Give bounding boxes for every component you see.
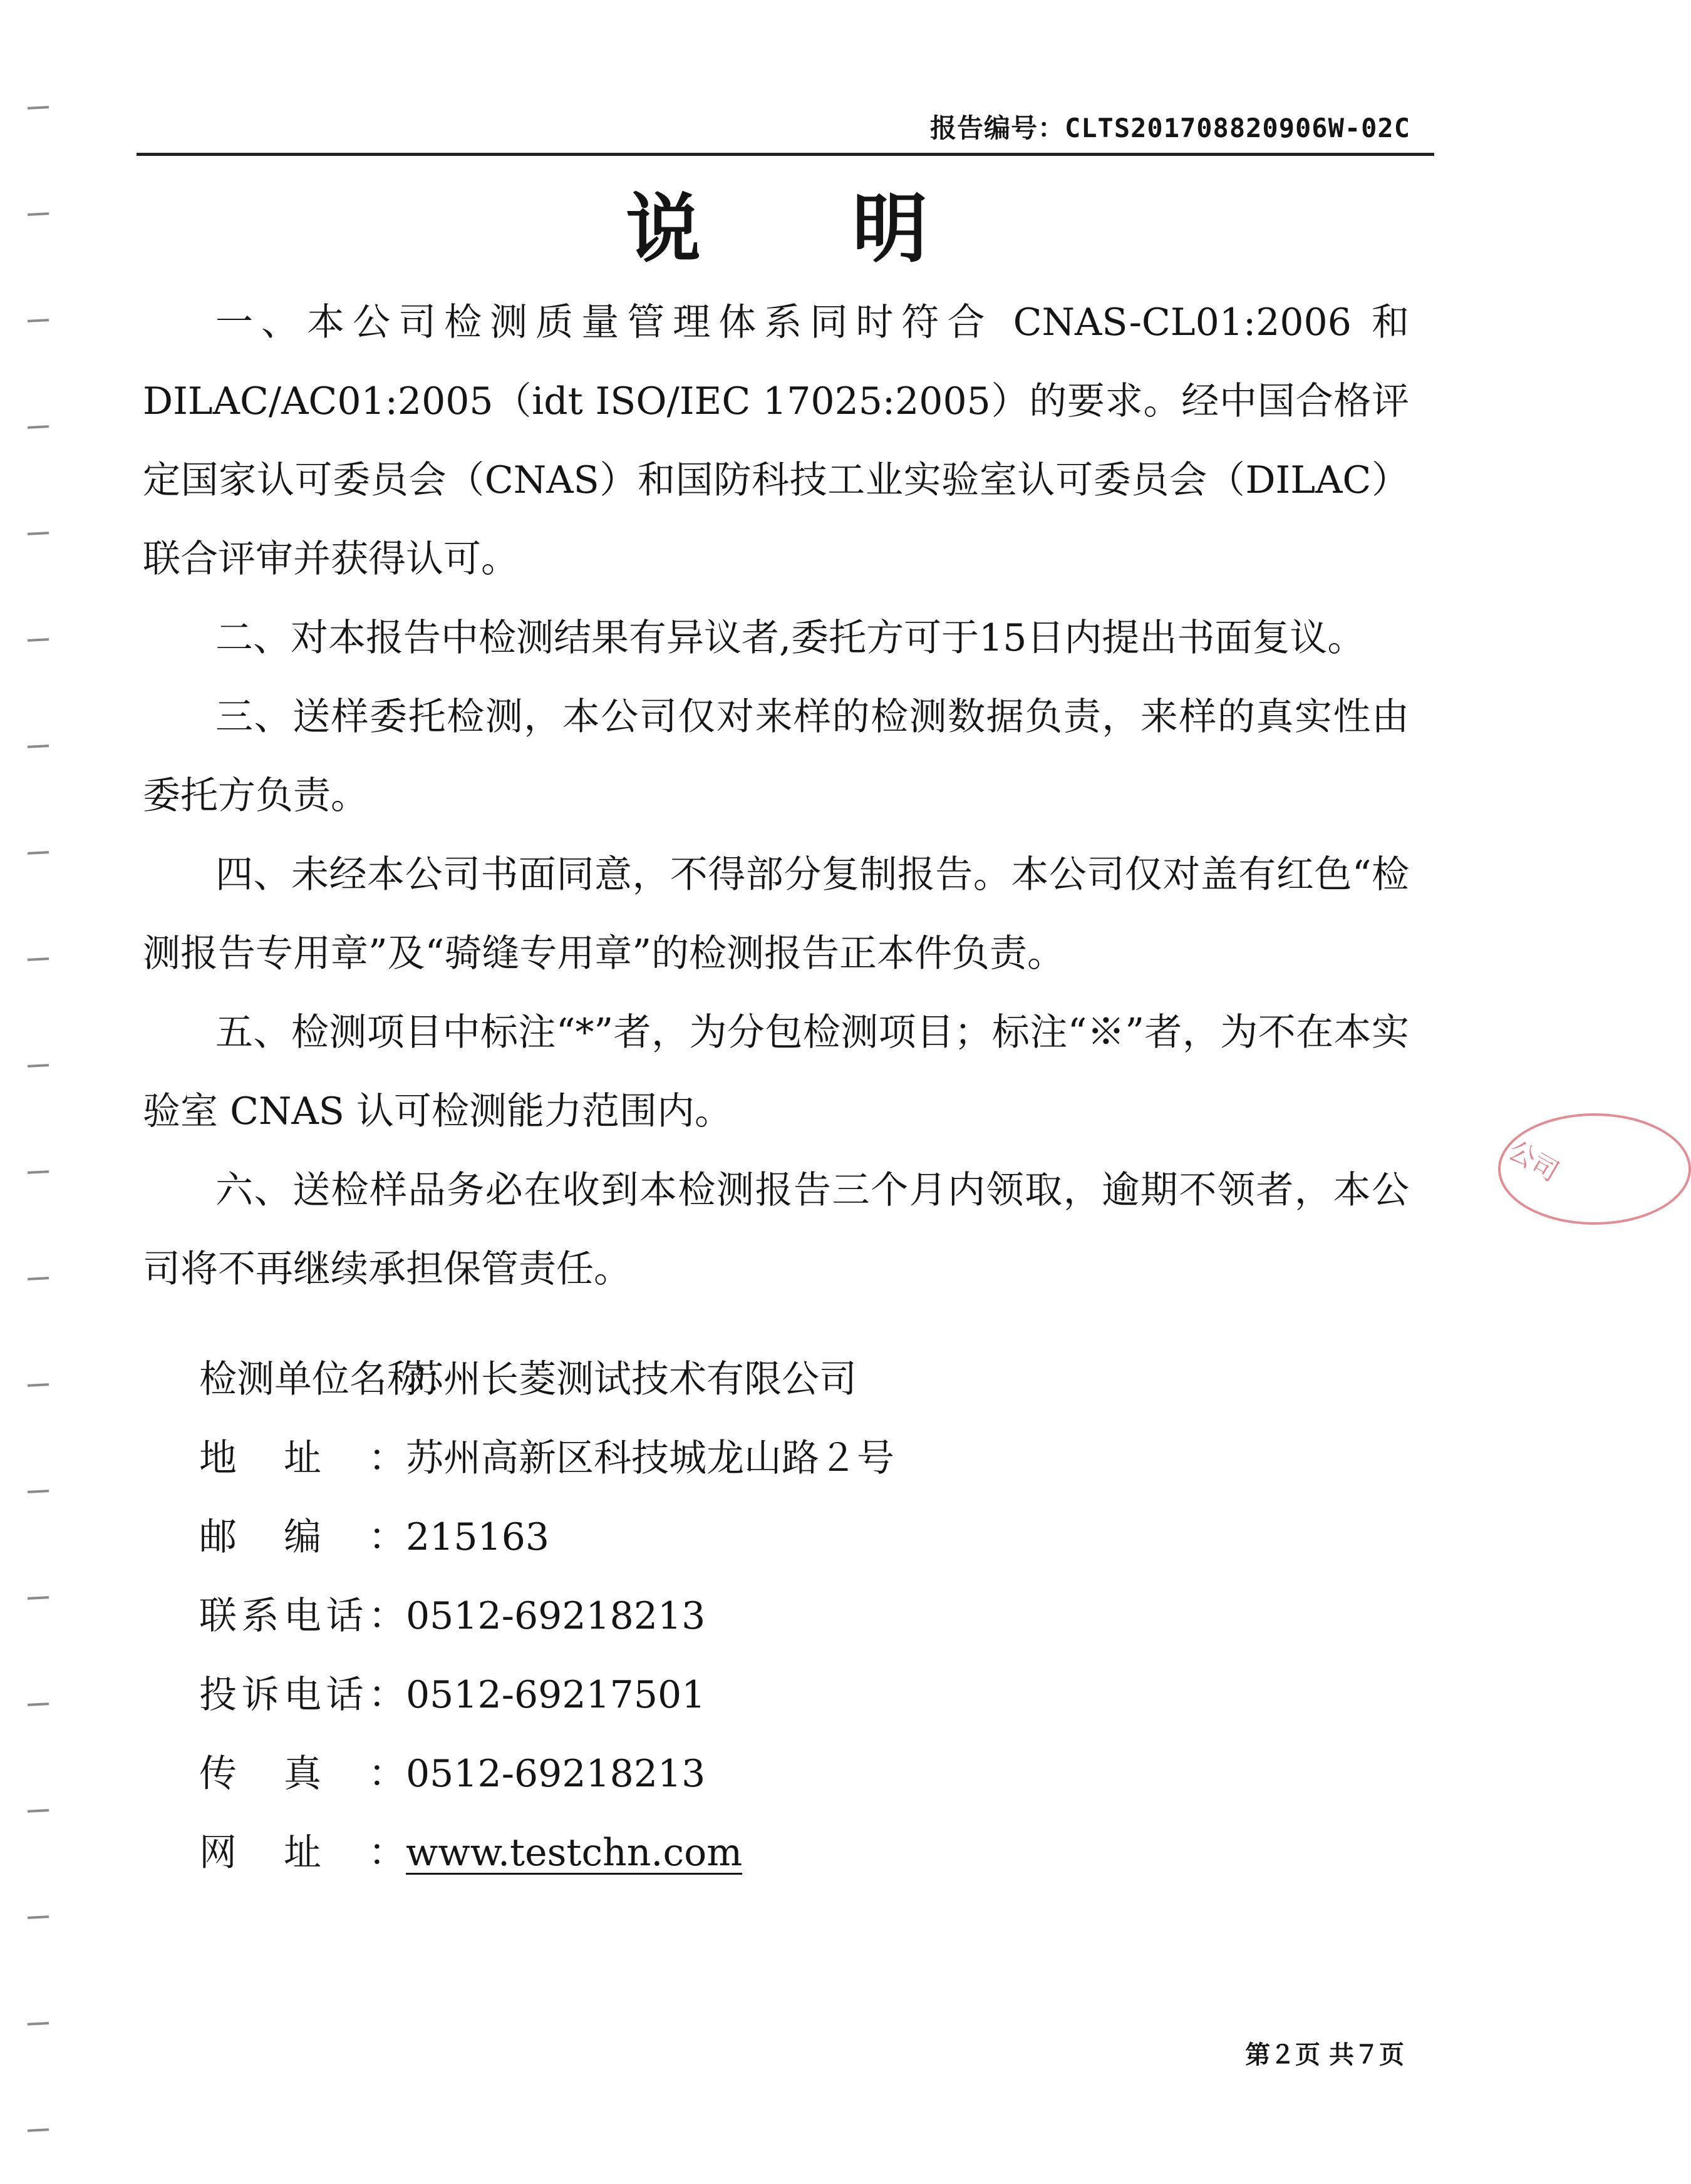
complaint-value: 0512-69217501 (406, 1673, 706, 1717)
header-divider (137, 153, 1434, 156)
phone-label: 联系电话： (199, 1594, 406, 1638)
seal-text: 公司 (1503, 1134, 1564, 1188)
address-label: 地址： (199, 1436, 406, 1480)
statement-clauses (143, 283, 1409, 1309)
contact-row-complaint (199, 1656, 1389, 1734)
page-number: 第２页 共７页 (1245, 2040, 1404, 2069)
binding-margin-marks (0, 0, 56, 2184)
website-link[interactable]: www.testchn.com (406, 1831, 743, 1875)
page-title: 说 明 (626, 186, 990, 273)
unit-label: 检测单位名称： (199, 1357, 462, 1401)
postcode-label: 邮编： (199, 1515, 406, 1559)
contact-row-unit (199, 1340, 1389, 1419)
unit-value: 苏州长菱测试技术有限公司 (406, 1357, 857, 1401)
clause-3: 三、送样委托检测，本公司仅对来样的检测数据负责，来样的真实性由委托方负责。 (143, 695, 1409, 818)
report-number: 报告编号：CLTS201708820906W-02C (929, 113, 1410, 143)
contact-row-website (199, 1813, 1389, 1892)
address-value: 苏州高新区科技城龙山路２号 (406, 1436, 894, 1480)
website-label: 网址： (199, 1831, 406, 1875)
contact-info (199, 1340, 1389, 1892)
contact-row-address (199, 1419, 1389, 1498)
fax-label: 传真： (199, 1752, 406, 1796)
clause-5: 五、检测项目中标注“*”者，为分包检测项目；标注“※”者，为不在本实验室 CNAS 认可检测能力范围内。 (143, 1011, 1409, 1133)
clause-6: 六、送检样品务必在收到本检测报告三个月内领取，逾期不领者，本公司将不再继续承担保管责任。 (143, 1168, 1409, 1291)
clause-4: 四、未经本公司书面同意，不得部分复制报告。本公司仅对盖有红色“检测报告专用章”及“骑缝专用章”的检测报告正本件负责。 (143, 853, 1409, 976)
seal-stamp (1493, 1108, 1564, 1227)
phone-value: 0512-69218213 (406, 1594, 706, 1638)
clause-1: 一、本公司检测质量管理体系同时符合 CNAS-CL01:2006 和 DILAC/AC01:2005（idt ISO/IEC 17025:2005）的要求。经中国合格评定国家认可委员会（CNAS）和国防科技工业实验室认可委员会（DILAC）联合评审并获得认可。 (143, 301, 1409, 581)
complaint-label: 投诉电话： (199, 1673, 406, 1717)
fax-value: 0512-69218213 (406, 1752, 706, 1796)
contact-row-fax (199, 1734, 1389, 1813)
contact-row-postcode (199, 1498, 1389, 1577)
contact-row-phone (199, 1577, 1389, 1656)
postcode-value: 215163 (406, 1515, 550, 1559)
clause-2: 二、对本报告中检测结果有异议者,委托方可于15日内提出书面复议。 (215, 616, 1365, 660)
